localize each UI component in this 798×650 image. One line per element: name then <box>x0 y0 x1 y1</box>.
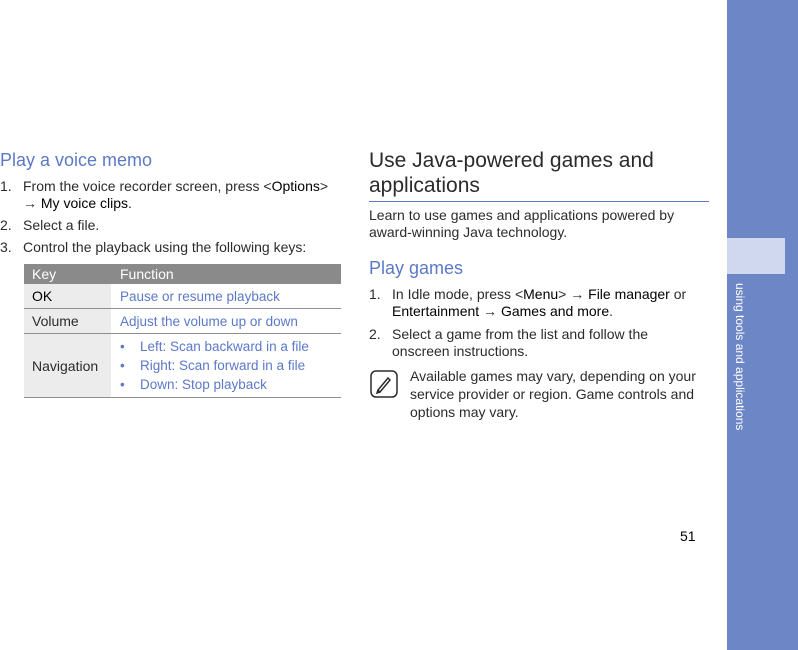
page-number: 51 <box>680 528 696 544</box>
list-item: • Right: Scan forward in a file <box>120 358 306 373</box>
list-item: • Left: Scan backward in a file <box>120 339 309 354</box>
java-intro: Learn to use games and applications powered by award-winning Java technology. <box>369 207 675 240</box>
list-item: 1. In Idle mode, press <Menu> → File manager or Entertainment → Games and more. <box>369 286 687 319</box>
key-cell: Volume <box>24 309 111 334</box>
list-item: 3. Control the playback using the following keys: <box>0 239 307 255</box>
section-title-play-games: Play games <box>369 258 464 278</box>
table-row <box>24 309 341 334</box>
play-games-steps <box>369 286 714 365</box>
table-header-key: Key <box>24 264 111 284</box>
function-cell: Pause or resume playback <box>111 284 341 309</box>
key-cell: OK <box>24 284 111 309</box>
section-title-voice-memo: Play a voice memo <box>0 150 153 170</box>
key-cell: Navigation <box>24 334 111 398</box>
list-item: • Down: Stop playback <box>120 377 267 392</box>
pencil-note-icon <box>370 370 398 398</box>
note-text: Available games may vary, depending on your service provider or region. Game controls and options may vary. <box>410 368 696 420</box>
section-title-java: Use Java-powered games and applications <box>369 148 709 202</box>
voice-memo-steps <box>0 178 330 261</box>
table-row <box>24 334 341 398</box>
function-cell: Adjust the volume up or down <box>111 309 341 334</box>
list-item: 2. Select a game from the list and follow the onscreen instructions. <box>369 326 649 359</box>
sidebar-tab <box>727 238 785 274</box>
table-row <box>24 284 341 309</box>
table-header-function: Function <box>111 264 341 284</box>
table-header-row <box>24 264 341 284</box>
sidebar-label: using tools and applications <box>733 283 747 431</box>
navigation-bullets <box>120 337 341 394</box>
function-cell <box>111 334 341 398</box>
list-item: 1. From the voice recorder screen, press <Options> → My voice clips. <box>0 178 329 211</box>
playback-keys-table <box>24 264 341 398</box>
list-item: 2. Select a file. <box>0 217 100 233</box>
